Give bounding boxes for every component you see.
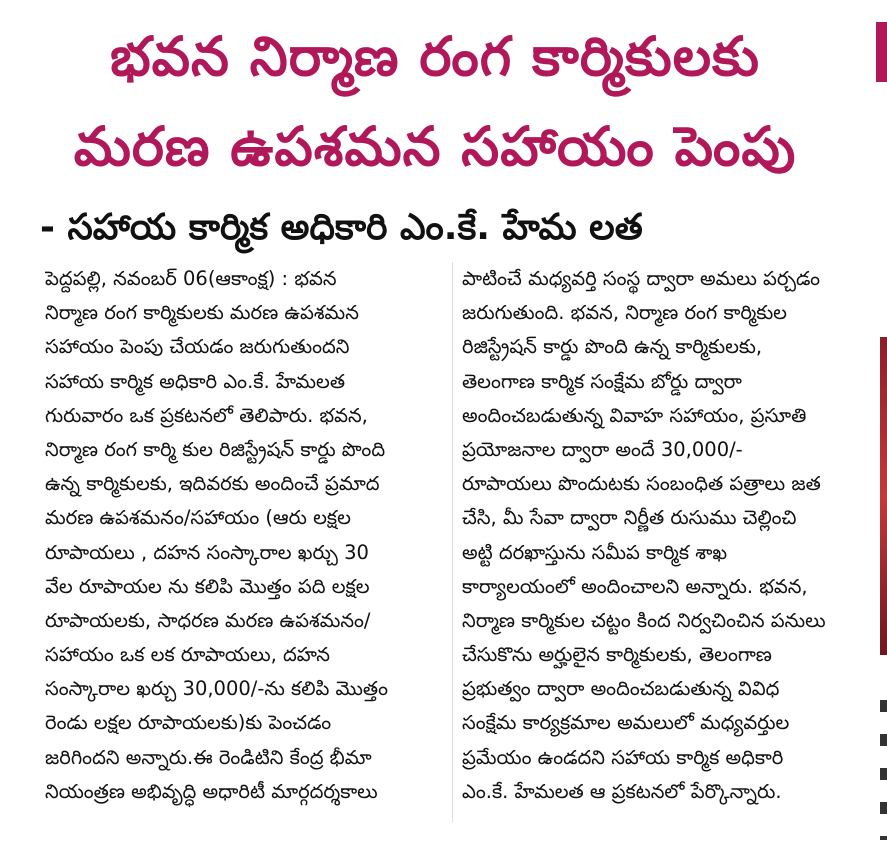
right-column <box>462 262 872 809</box>
body-line: ఎం.కే. హేమలత ఆ ప్రకటనలో పేర్కొన్నారు. <box>462 779 782 803</box>
body-line: నిర్మాణ రంగ కార్మి కుల రిజిస్ట్రేషన్ కార్డు పొంది <box>45 437 386 461</box>
body-line: ప్రమేయం ఉండదని సహాయ కార్మిక అధికారి <box>462 745 784 769</box>
body-line: అందించబడుతున్న వివాహ సహాయం, ప్రసూతి <box>462 403 807 427</box>
subheadline: - సహాయ కార్మిక అధికారి ఎం.కే. హేమ లత <box>40 207 643 248</box>
body-line: మరణ ఉపశమనం/సహాయం (ఆరు లక్షల <box>45 506 351 530</box>
body-line: తెలంగాణ కార్మిక సంక్షేమ బోర్డు ద్వారా <box>462 369 742 393</box>
adjacent-headline-fragment <box>876 22 887 82</box>
body-line: సహాయం ఒక లక రూపాయలు, దహన <box>45 643 330 667</box>
body-line: నిర్మాణ కార్మికుల చట్టం కింద నిర్వచించిన పనులు <box>462 608 826 632</box>
body-line: ఉన్న కార్మికులకు, ఇదివరకు అందించే ప్రమాద <box>45 472 380 496</box>
adjacent-photo-fragment <box>880 337 887 655</box>
body-line: నిర్మాణ రంగ కార్మికులకు మరణ ఉపశమన <box>45 301 359 325</box>
body-line: సహాయ కార్మిక అధికారి ఎం.కే. హేమలత <box>45 369 346 393</box>
body-line: చేసుకొను అర్హులైన కార్మికులకు, తెలంగాణ <box>462 643 772 667</box>
headline-line-2: మరణ ఉపశమన సహాయం పెంపు <box>73 115 797 178</box>
headline-line-1: భవన నిర్మాణ రంగ కార్మికులకు <box>110 25 760 88</box>
body-line: గురువారం ఒక ప్రకటనలో తెలిపారు. భవన, <box>45 403 368 427</box>
body-line: అట్టి దరఖాస్తును సమీప కార్మిక శాఖ <box>462 540 728 564</box>
body-line: చేసి, మీ సేవా ద్వారా నిర్ణీత రుసుము చెల్లించి <box>462 506 797 530</box>
body-line: ప్రభుత్వం ద్వారా అందించబడుతున్న వివిధ <box>462 677 780 701</box>
body-line: సంస్కారాల ఖర్చు 30,000/-ను కలిపి మొత్తం <box>45 677 388 701</box>
left-column <box>45 262 445 809</box>
body-line: ప్రయోజనాల ద్వారా అందే 30,000/- <box>462 437 743 461</box>
body-line: జరిగిందని అన్నారు.ఈ రెండిటిని కేంద్ర భీమా <box>45 745 372 769</box>
body-line: నియంత్రణ అభివృద్ధి అధారిటీ మార్గదర్శకాలు <box>45 779 378 803</box>
body-line: రూపాయలకు, సాధరణ మరణ ఉపశమనం/ <box>45 608 371 632</box>
body-line: రూపాయలు పొందుటకు సంబంధిత పత్రాలు జత <box>462 472 821 496</box>
body-line: జరుగుతుంది. భవన, నిర్మాణ రంగ కార్మికుల <box>462 301 788 325</box>
body-line: రెండు లక్షల రూపాయలకు)కు పెంచడం <box>45 711 332 735</box>
adjacent-text-fragment <box>880 690 887 840</box>
body-line: రిజిస్ట్రేషన్ కార్డు పొంది ఉన్న కార్మికులకు, <box>462 335 763 359</box>
body-line: సంక్షేమ కార్యక్రమాల అమలులో మధ్యవర్తుల <box>462 711 790 735</box>
body-line: సహాయం పెంపు చేయడం జరుగుతుందని <box>45 335 350 359</box>
body-line: కార్యాలయంలో అందించాలని అన్నారు. భవన, <box>462 574 808 598</box>
body-line: పాటించే మధ్యవర్తి సంస్థ ద్వారా అమలు పర్చడం <box>462 267 821 290</box>
body-line: వేల రూపాయల ను కలిపి మొత్తం పది లక్షల <box>45 574 370 598</box>
column-divider <box>452 262 453 822</box>
body-line: రూపాయలు , దహన సంస్కారాల ఖర్చు 30 <box>45 540 369 564</box>
body-line: పెద్దపల్లి, నవంబర్ 06(ఆకాంక్ష) : భవన <box>45 267 337 290</box>
